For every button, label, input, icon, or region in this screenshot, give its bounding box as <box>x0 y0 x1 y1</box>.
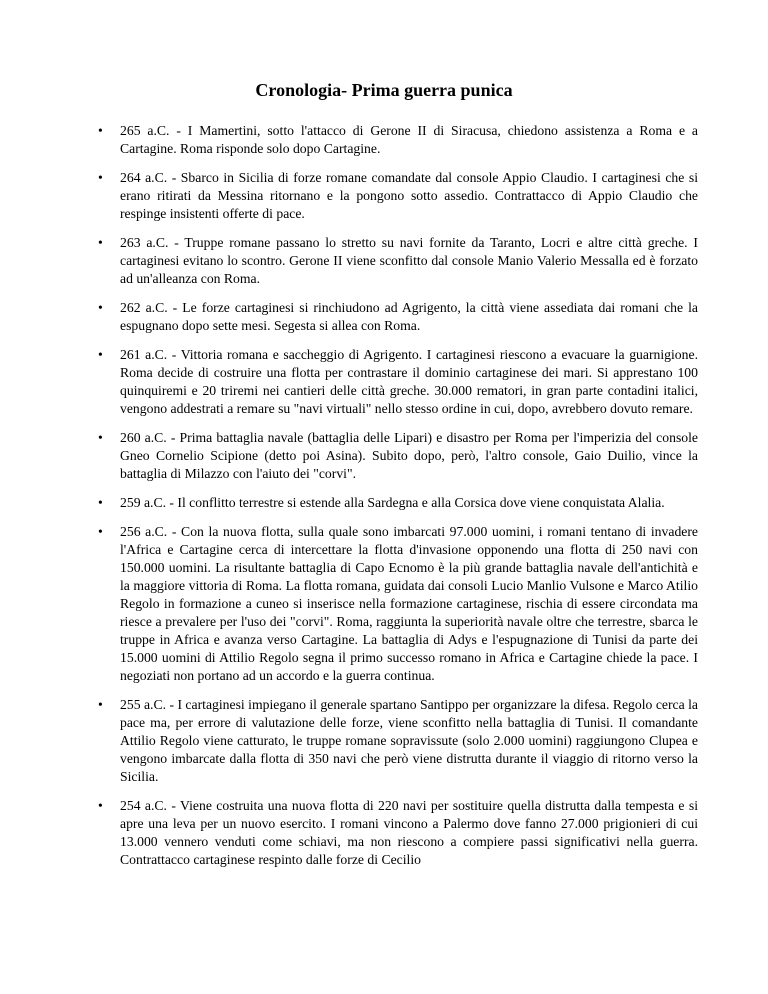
entry-text: 263 a.C. - Truppe romane passano lo stretto su navi fornite da Taranto, Locri e altre città greche. I cartaginesi evitano lo scontro. Gerone II viene sconfitto dal console Manio Valerio Messalla ed è forzato ad un'alleanza con Roma. <box>120 235 698 286</box>
list-item <box>96 346 698 418</box>
list-item <box>96 696 698 786</box>
bullet-icon: • <box>98 524 103 539</box>
list-item <box>96 797 698 869</box>
list-item <box>96 169 698 223</box>
list-item <box>96 494 698 512</box>
entry-text: 261 a.C. - Vittoria romana e saccheggio di Agrigento. I cartaginesi riescono a evacuare la guarnigione. Roma decide di costruire una flotta per contrastare il dominio cartaginese dei mari. Si apprestano 100 quinquiremi e 20 triremi nei cantieri delle città greche. 30.000 rematori, in gran parte contadini italici, vengono addestrati a remare su "navi virtuali" nello stesso ordine in cui, dopo, avrebbero dovuto remare. <box>120 347 698 416</box>
list-item <box>96 122 698 158</box>
entry-text: 254 a.C. - Viene costruita una nuova flotta di 220 navi per sostituire quella distrutta dalla tempesta e si apre una leva per un nuovo esercito. I romani vincono a Palermo dove fanno 27.000 prigionieri di cui 13.000 vennero venduti come schiavi, ma non riescono a compiere passi significativi nella guerra. Contrattacco cartaginese respinto dalle forze di Cecilio <box>120 798 698 867</box>
bullet-icon: • <box>98 347 103 362</box>
bullet-icon: • <box>98 300 103 315</box>
entry-text: 264 a.C. - Sbarco in Sicilia di forze romane comandate dal console Appio Claudio. I cartaginesi che si erano ritirati da Messina ritornano e la pongono sotto assedio. Contrattacco di Appio Claudio che respinge insistenti offerte di pace. <box>120 170 698 221</box>
entry-text: 262 a.C. - Le forze cartaginesi si rinchiudono ad Agrigento, la città viene assediata dai romani che la espugnano dopo sette mesi. Segesta si allea con Roma. <box>120 300 698 333</box>
bullet-icon: • <box>98 697 103 712</box>
entry-text: 255 a.C. - I cartaginesi impiegano il generale spartano Santippo per organizzare la difesa. Regolo cerca la pace ma, per errore di valutazione delle forze, viene sconfitto nella battaglia di Tunisi. Il comandante Attilio Regolo viene catturato, le truppe romane sopravissute (solo 2.000 uomini) raggiungono Clupea e vengono imbarcate dalla flotta di 350 navi che però viene distrutta durante il viaggio di ritorno verso la Sicilia. <box>120 697 698 784</box>
list-item <box>96 234 698 288</box>
bullet-icon: • <box>98 430 103 445</box>
entry-text: 259 a.C. - Il conflitto terrestre si estende alla Sardegna e alla Corsica dove viene conquistata Alalia. <box>120 495 665 510</box>
entry-text: 256 a.C. - Con la nuova flotta, sulla quale sono imbarcati 97.000 uomini, i romani tentano di invadere l'Africa e Cartagine cerca di intercettare la flotta d'invasione opponendo una flotta di 250 navi con 150.000 uomini. La risultante battaglia di Capo Ecnomo è la più grande battaglia navale dell'antichità e la maggiore vittoria di Roma. La flotta romana, guidata dai consoli Lucio Manlio Vulsone e Marco Atilio Regolo in formazione a cuneo si inserisce nella formazione cartaginese, rischia di essere circondata ma riesce a prevalere per l'uso dei "corvi". Roma, raggiunta la superiorità navale oltre che terrestre, sbarca le truppe in Africa e avanza verso Cartagine. La battaglia di Adys e l'espugnazione di Tunisi da parte dei 15.000 uomini di Attilio Regolo segna il primo successo romano in Africa e Cartagine chiede la pace. I negoziati non portano ad un accordo e la guerra continua. <box>120 524 698 683</box>
list-item <box>96 523 698 685</box>
bullet-icon: • <box>98 798 103 813</box>
chronology-list <box>0 122 768 869</box>
list-item <box>96 299 698 335</box>
bullet-icon: • <box>98 235 103 250</box>
bullet-icon: • <box>98 495 103 510</box>
bullet-icon: • <box>98 170 103 185</box>
bullet-icon: • <box>98 123 103 138</box>
entry-text: 265 a.C. - I Mamertini, sotto l'attacco di Gerone II di Siracusa, chiedono assistenza a Roma e a Cartagine. Roma risponde solo dopo Cartagine. <box>120 123 698 156</box>
page-title: Cronologia- Prima guerra punica <box>255 80 513 100</box>
list-item <box>96 429 698 483</box>
entry-text: 260 a.C. - Prima battaglia navale (battaglia delle Lipari) e disastro per Roma per l'imperizia del console Gneo Cornelio Scipione (detto poi Asina). Subito dopo, però, l'altro console, Gaio Duilio, vince la battaglia di Milazzo con l'aiuto dei "corvi". <box>120 430 698 481</box>
